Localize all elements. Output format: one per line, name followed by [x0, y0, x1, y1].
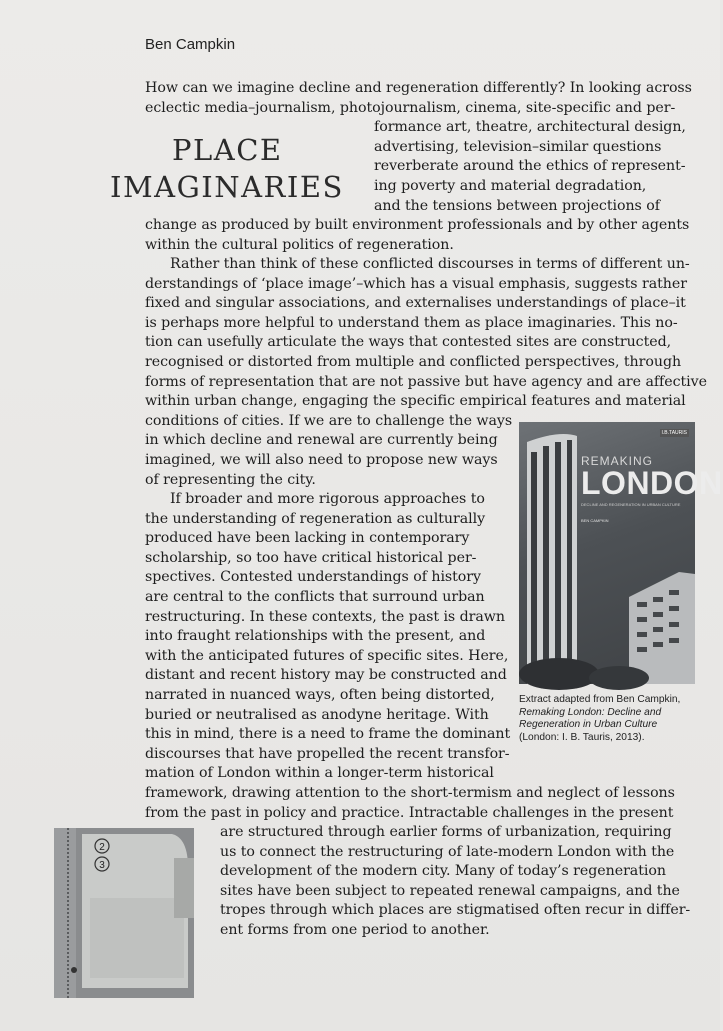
text-line: ent forms from one period to another. [220, 922, 490, 939]
badge-label-3: 3 [99, 860, 105, 871]
text-line: Rather than think of these conflicted discourses in terms of different un- [170, 256, 690, 272]
text-line: the understanding of regeneration as culturally [145, 510, 486, 527]
text-line: of representing the city. [145, 471, 316, 488]
text-line: in which decline and renewal are currently being [145, 432, 498, 449]
text-line: fixed and singular associations, and externalises understandings of place–it [145, 295, 686, 312]
text-line: restructuring. In these contexts, the past is drawn [145, 608, 505, 625]
text-line: derstandings of ‘place image’–which has a visual emphasis, suggests rather [145, 275, 687, 292]
caption-book-title: Remaking London: Decline and Regeneration in Urban Culture [519, 706, 662, 731]
text-line: mation of London within a longer-term historical [145, 765, 494, 782]
machine-illustration [54, 828, 194, 998]
text-line: is perhaps more helpful to understand them as place imaginaries. This no- [145, 314, 678, 331]
text-line: produced have been lacking in contemporary [145, 530, 470, 547]
headline-line-1: PLACE [172, 133, 283, 167]
text-line: eclectic media–journalism, photojournalism, cinema, site-specific and per- [145, 99, 676, 116]
publisher-mark: I.B.TAURIS [661, 430, 687, 436]
text-line: ing poverty and material degradation, [374, 177, 647, 194]
caption-publication: (London: I. B. Tauris, 2013). [519, 731, 645, 743]
text-line: advertising, television–similar questions [374, 138, 662, 155]
headline-line-2: IMAGINARIES [110, 170, 344, 204]
text-line: sites have been subject to repeated renewal campaigns, and the [220, 882, 680, 899]
text-line: distant and recent history may be constructed and [145, 667, 507, 684]
text-line: with the anticipated futures of specific sites. Here, [145, 647, 509, 664]
text-line: reverberate around the ethics of represent- [374, 158, 686, 175]
text-line: this in mind, there is a need to frame the dominant [145, 726, 511, 743]
text-line: within the cultural politics of regeneration. [145, 236, 454, 253]
text-line: from the past in policy and practice. Intractable challenges in the present [145, 804, 674, 821]
text-line: If broader and more rigorous approaches to [170, 491, 485, 507]
book-cover-image [519, 422, 723, 684]
text-line: conditions of cities. If we are to challenge the ways [145, 412, 513, 429]
text-line: narrated in nuanced ways, often being distorted, [145, 686, 495, 703]
text-line: us to connect the restructuring of late-modern London with the [220, 843, 675, 860]
cover-author: BEN CAMPKIN [581, 518, 609, 523]
text-line: discourses that have propelled the recent transfor- [145, 745, 510, 762]
text-line: framework, drawing attention to the short-termism and neglect of lessons [145, 784, 675, 801]
badge-label-2: 2 [99, 842, 105, 853]
text-line: forms of representation that are not passive but have agency and are affective [145, 373, 707, 390]
text-line: are structured through earlier forms of urbanization, requiring [220, 824, 672, 841]
text-line: recognised or distorted from multiple and conflicted perspectives, through [145, 353, 682, 370]
image-caption [519, 694, 709, 744]
text-line: imagined, we will also need to propose new ways [145, 451, 498, 468]
text-line: within urban change, engaging the specific empirical features and material [145, 393, 686, 410]
text-line: scholarship, so too have critical historical per- [145, 549, 477, 566]
cover-title-main: LONDON [581, 465, 723, 501]
caption-prefix: Extract adapted from Ben Campkin, [519, 694, 681, 705]
text-line: and the tensions between projections of [374, 197, 660, 214]
text-line: How can we imagine decline and regeneration differently? In looking across [145, 80, 692, 96]
machine-photo [54, 828, 194, 998]
text-line: tropes through which places are stigmatised often recur in differ- [220, 902, 691, 919]
cover-subtitle: DECLINE AND REGENERATION IN URBAN CULTURE [581, 502, 681, 507]
text-line: development of the modern city. Many of today’s regeneration [220, 863, 666, 880]
paragraph-1 [145, 79, 692, 255]
text-line: are central to the conflicts that surround urban [145, 588, 485, 605]
cover-title-top: REMAKING [581, 454, 654, 468]
text-line: into fraught relationships with the present, and [145, 628, 486, 645]
text-line: change as produced by built environment professionals and by other agents [145, 217, 690, 234]
text-line: formance art, theatre, architectural design, [374, 119, 686, 136]
text-line: spectives. Contested understandings of history [145, 569, 481, 586]
text-line: tion can usefully articulate the ways that contested sites are constructed, [145, 334, 672, 351]
text-line: buried or neutralised as anodyne heritage. With [145, 706, 489, 723]
author-name: Ben Campkin [145, 36, 236, 53]
